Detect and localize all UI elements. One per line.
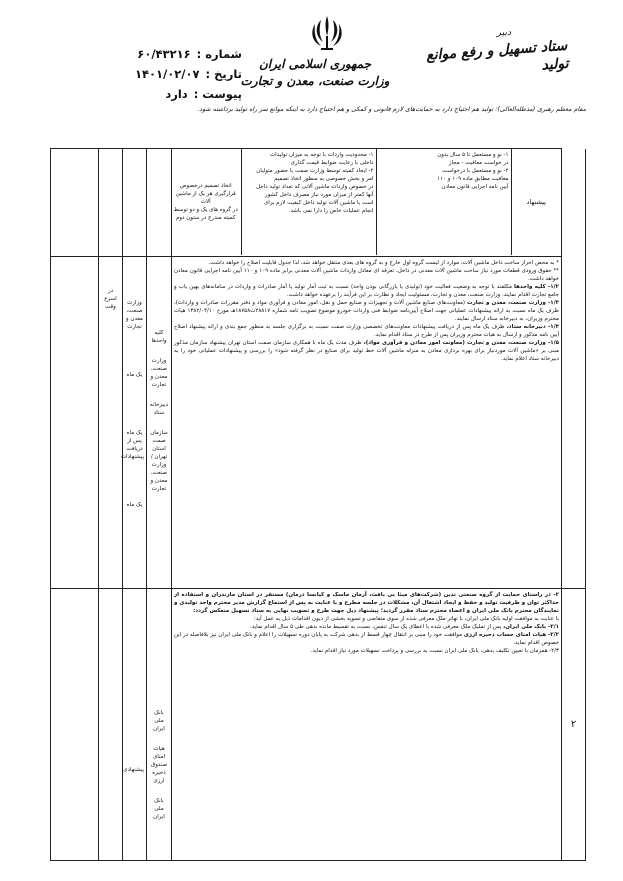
clause-1-2: ۱/۲- کلیه واحدها مکلفند با توجه به وضعیت فعالیت خود (تولیدی یا بازرگانی بودن واحد) نسبت به ثبت آمار تولید یا آمار صادرات و واردات در سامانه‌های بهین یاب و جامع تجارت اقدام نمایند. وزارت صنعت، معدن و تجارت، مسئولیت ایجاد و نظارت بر این فرآیند را برعهده خواهد داشت. (174, 284, 559, 298)
section2-deadline-col: پیشنهادی (123, 589, 147, 861)
section2-intro: ۲- در راستای حمایت از گروه صنعتی تدین (شرکت‌های میثا بی بافت، آرمان ماسک و کیانسا درمان) مستقر در استان مازندران و استفاده از حداکثر توان و ظرفیت تولید و حفظ و ایجاد اشتغال آن، مشکلات در جلسه مطرح و با عنایت به پس از استماع گزارش مدیر محترم واحد تولیدی و نمایندگان محترم بانک ملی ایران و اعضاء محترم ستاد مقرر گردید؛ پیشنهاد ذیل جهت طرح و تصویب نهایی به ستاد تسهیل منعکس گردد: (174, 592, 559, 614)
iran-emblem-icon (309, 12, 345, 56)
proposal-label: پیشنهاد (511, 149, 561, 255)
note-double-star: ** حقوق ورودی قطعات مورد نیاز ساخت ماشین آلات معدنی در داخل، تعرفه ای معادل واردات ماشین آلات معدنی برابر ماده ۱۰۹ و ۱۱۰ آیین نامه اجرایی قانون معادن خواهد داشت. (174, 268, 559, 282)
government-title (230, 56, 400, 90)
row-number-cell (562, 257, 586, 589)
clause-2-1: ۲/۱- بانک ملی ایران، پس از تملیک ملک معرفی شده با اعطای یک سال تنفس، نسبت به تقسیط مانده بدهی طی ۵ سال اقدام نماید. (250, 624, 559, 630)
section1-timing-col: در اسرع وقت (99, 257, 123, 589)
republic-title: جمهوری اسلامی ایران (258, 57, 372, 71)
clause-2-3: ۲/۳- همزمان با تعیین تکلیف بدهی، بانک ملی ایران نسبت به بررسی و پرداخت تسهیلات مورد نیاز اقدام نماید. (310, 648, 559, 654)
meta-number: شماره : ۶۰/۴۳۲۱۶ (137, 47, 242, 61)
row-number-cell (562, 149, 586, 257)
proposal-grid (171, 149, 561, 255)
section2-preamble: با عنایت به موافقت اولیه بانک ملی ایران، با تهاتر ملک معرفی شده از سوی متقاضی و تسویه بخشی از دیون اقدامات ذیل به عمل آید: (253, 616, 559, 622)
note-star: * به محض احراز ساخت داخل ماشین آلات، موارد از لیست گروه اول خارج و به گروه های بعدی منتقل خواهد شد، لذا جدول قابلیت اصلاح را خواهد داشت. (208, 260, 559, 266)
section2-number: ۲ (562, 589, 586, 861)
meta-date: تاریخ : ۱۴۰۱/۰۲/۰۷ (134, 67, 242, 81)
proposal-issue: ۱- نو و مستعمل تا ۵ سال بدون در خواست معافیت - مجاز ۲- نو و مستعمل با درخواست معافیت مطابق ماده ۱۰۹ و ۱۱۰ آیین نامه اجرایی قانون معادن (376, 149, 511, 255)
clause-2-2: ۲/۲- هیات امنای حساب ذخیره ارزی موافقت خود را مبنی بر انتقال چهار قسط از بدهی شرکت به پایان دوره تسهیلات را اعلام و بانک ملی ایران نیز بلافاصله در این خصوص اقدام نماید. (174, 632, 559, 646)
secretariat-calligraphy: ستاد تسهیل و رفع موانع تولید (425, 37, 570, 74)
proposal-decision: اتخاذ تصمیم درخصوص قرارگیری هر یک از ماشین آلات در گروه های یک و دو توسط کمیته مندرج در ستون دوم (173, 183, 238, 221)
clause-1-4: ۱/۴- دبیرخانه ستاد، ظرف یک ماه پس از دریافت پیشنهادات معاونت‌های تخصصی وزارت صمت نسبت به برگزاری جلسه به منظور جمع بندی و ارائه پیشنهاد اصلاح آیین نامه مذکور و ارسال به هیات محترم وزیران پس از طرح در ستاد اقدام نماید. (174, 324, 559, 338)
section1-body (172, 257, 562, 589)
table-row-section2 (51, 589, 586, 861)
clause-1-5: ۱/۵- وزارت صنعت، معدن و تجارت (معاونت امور معادن و فرآوری مواد)، ظرف مدت یک ماه با همکاری سازمان صمت استان تهران پیشنهاد سازمان مذکور مبنی بر «ماشین آلات موردنیاز برای بهره برداری معادن به منزله ماشین آلات خط تولید برای صنایع در نظر گرفته شود» را بررسی و پیشنهادات عملیاتی خود را به دبیرخانه ستاد اعلام نماید. (174, 340, 559, 362)
table-row-section1 (51, 257, 586, 589)
ministry-title: وزارت صنعت، معدن و تجارت (240, 74, 390, 88)
proposal-conditions: ۱- محدودیت واردات با توجه به میزان تولیدات داخلی با رعایت ضوابط قیمت گذاری ۲- ایجاد کمیته توسط وزارت صمت با حضور متولیان امر و بخش خصوصی به منظور اتخاذ تصمیم در خصوص واردات ماشین آلاتی که تعداد تولید داخل آنها کمتر از میزان مورد نیاز مصرف داخل کشور است یا ماشین آلات تولید داخل کیفیت لازم برای انجام عملیات خاص را دارا نمی باشد. (241, 149, 376, 255)
letter-meta (92, 44, 242, 104)
clause-1-3: ۱/۳- وزارت صنعت، معدن و تجارت (معاونت‌های صنایع ماشین آلات و تجهیزات و صنایع حمل و نقل، امور معادن و فرآوری مواد و دفتر مقررات صادرات و واردات)، ظرف یک ماه نسبت به ارائه پیشنهادات عملیاتی جهت اصلاح آیین‌نامه ضوابط فنی واردات خودرو موضوع تصویب نامه شماره ۲۸۸۱۷ت۱۸۷۵۸هـ مورخ ۱۳۸۲/۰۴/۱۰ هیات محترم وزیران، به دبیرخانه ستاد ارسال نمایند. (174, 300, 560, 322)
proposal-inner-cell (172, 149, 562, 257)
section1-responsible-col: کلیه واحدها وزارت صنعت، معدن و تجارت دبیرخانه ستاد سازمان صمت استان تهران / وزارت صنعت، معدن و تجارت (147, 257, 172, 589)
secretary-label: دبیر (496, 28, 511, 38)
meta-attachment: پیوست : دارد (165, 87, 242, 101)
section2-responsible-col: بانک ملی ایران هیات امنای صندوق ذخیره ارزی بانک ملی ایران (147, 589, 172, 861)
resolution-table (50, 148, 586, 861)
leader-quote-banner: مقام معظم رهبری (مدظله‌العالی): تولید هم احتیاج دارد به حمایت‌های لازم قانونی و کمکی و هم احتیاج دارد به اینکه موانع سر راه تولید برداشته شود. (197, 106, 586, 113)
section2-body (172, 589, 562, 861)
table-row-proposal (51, 149, 586, 257)
section1-deadline-col: وزارت صنعت، معدن و تجارت یک ماه یک ماه پس از دریافت پیشنهادات یک ماه (123, 257, 147, 589)
